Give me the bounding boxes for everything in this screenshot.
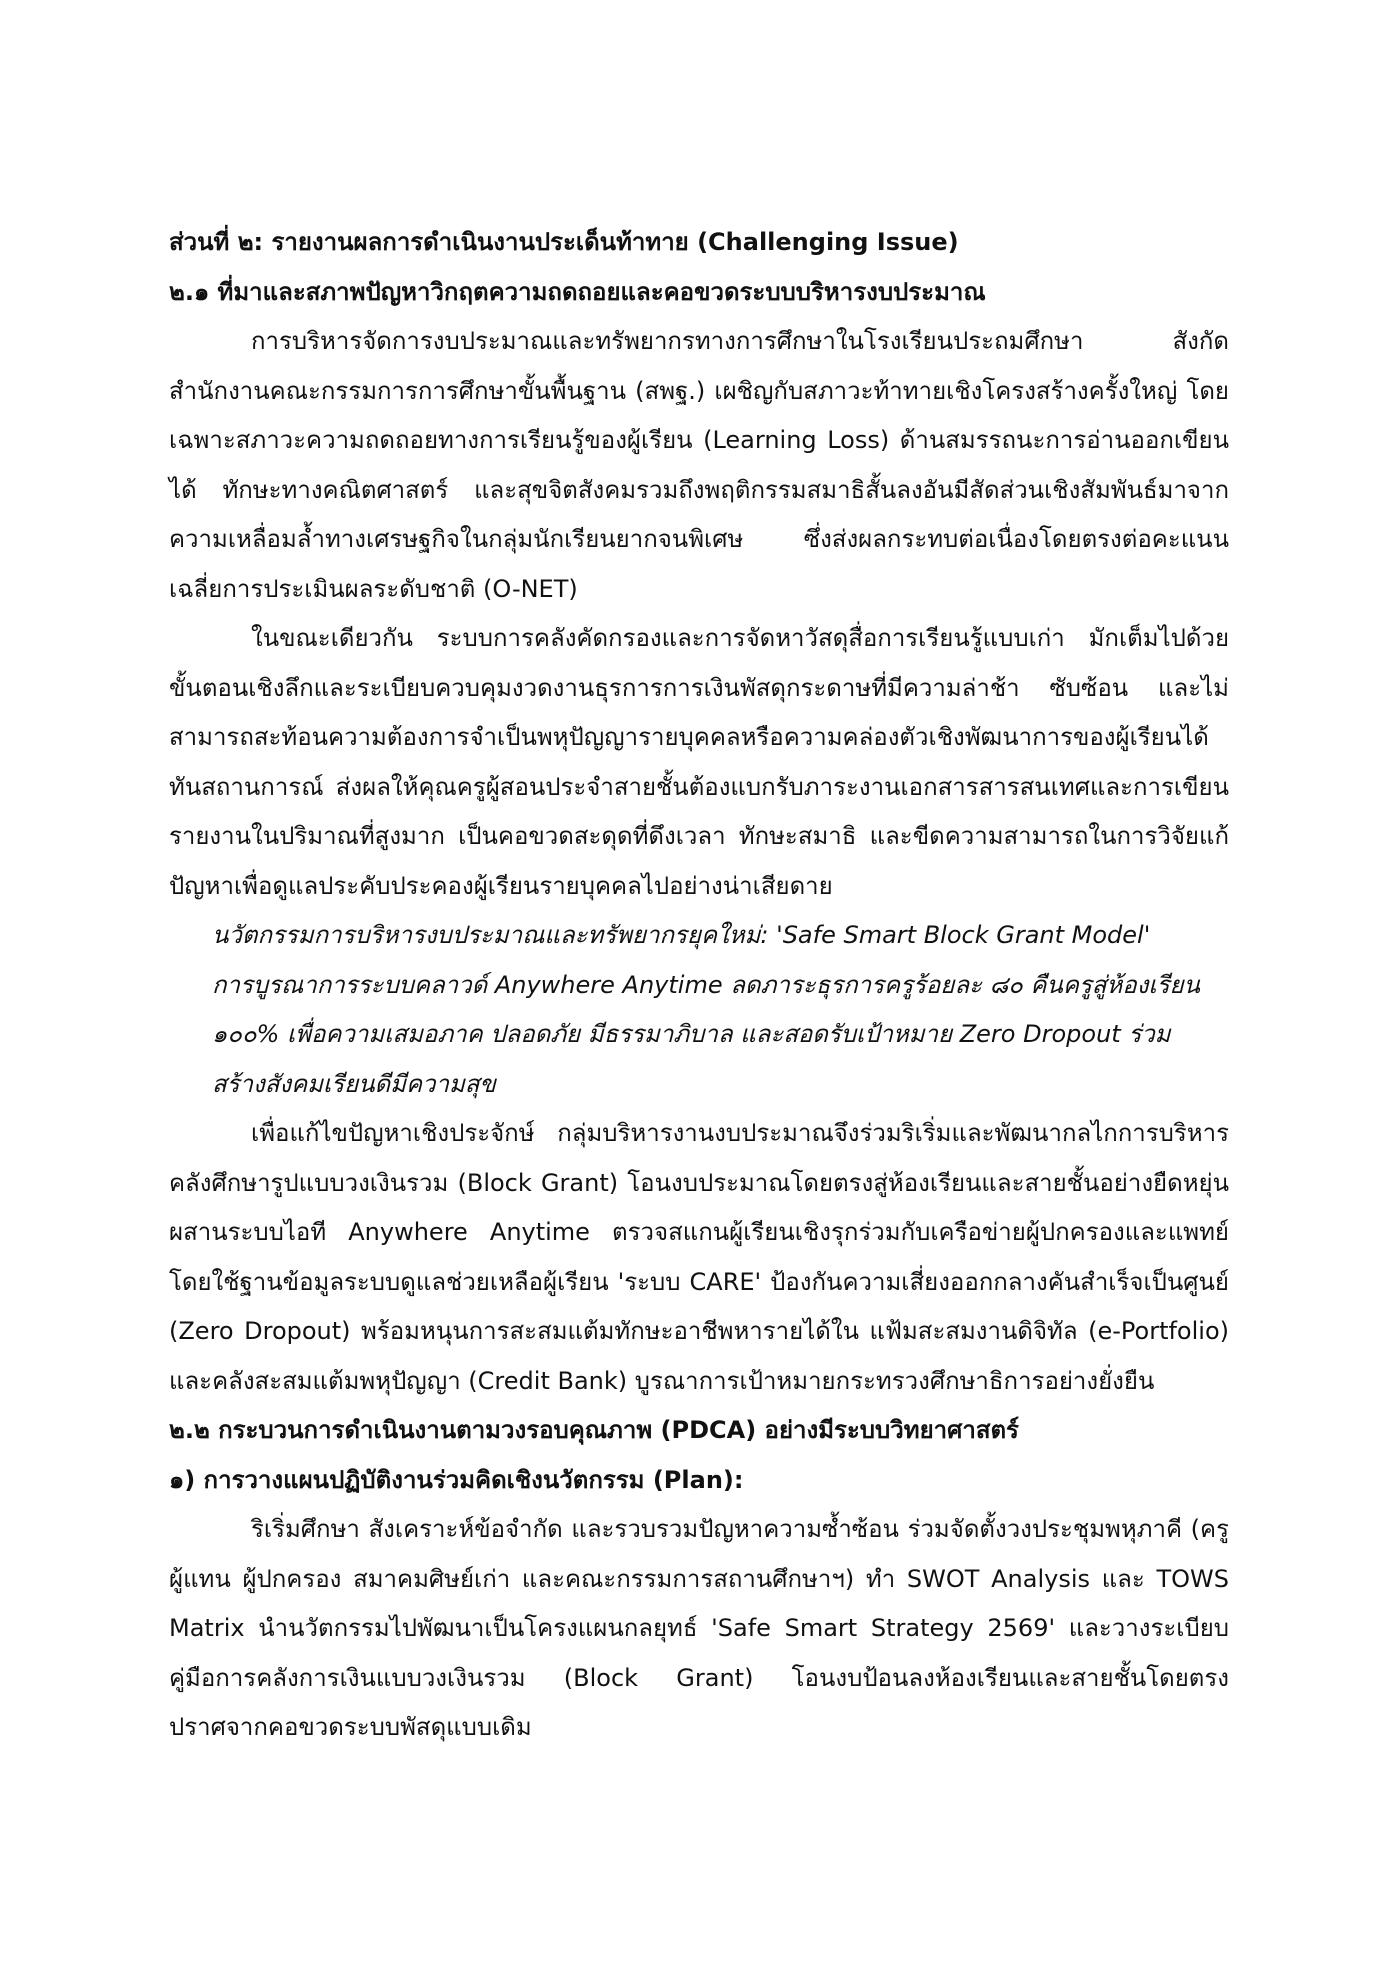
- section-2-1-heading: ๒.๑ ที่มาและสภาพปัญหาวิกฤตความถดถอยและคอขวดระบบบริหารงบประมาณ: [169, 277, 986, 306]
- innovation-line: การบูรณาการระบบคลาวด์ Anywhere Anytime ลดภาระธุรการครูร้อยละ ๘๐ คืนครูสู่ห้องเรียน: [212, 970, 1200, 999]
- section-2-1-paragraph-1: การบริหารจัดการงบประมาณและทรัพยากรทางการศึกษาในโรงเรียนประถมศึกษา สังกัดสำนักงานคณะกรรมการการศึกษาขั้นพื้นฐาน (สพฐ.) เผชิญกับสภาวะท้าทายเชิงโครงสร้างครั้งใหญ่ โดยเฉพาะสภาวะความถดถอยทางการเรียนรู้ของผู้เรียน (Learning Loss) ด้านสมรรถนะการอ่านออกเขียนได้ ทักษะทางคณิตศาสตร์ และสุขจิตสังคมรวมถึงพฤติกรรมสมาธิสั้นลงอันมีสัดส่วนเชิงสัมพันธ์มาจากความเหลื่อมล้ำทางเศรษฐกิจในกลุ่มนักเรียนยากจนพิเศษ ซึ่งส่งผลกระทบต่อเนื่องโดยตรงต่อคะแนนเฉลี่ยการประเมินผลระดับชาติ (O-NET): [169, 327, 1229, 603]
- section-2-2-heading: ๒.๒ กระบวนการดำเนินงานตามวงรอบคุณภาพ (PDCA) อย่างมีระบบวิทยาศาสตร์: [169, 1416, 1019, 1444]
- plan-heading: ๑) การวางแผนปฏิบัติงานร่วมคิดเชิงนวัตกรรม (Plan):: [169, 1465, 744, 1494]
- plan-paragraph: ริเริ่มศึกษา สังเคราะห์ข้อจำกัด และรวบรวมปัญหาความซ้ำซ้อน ร่วมจัดตั้งวงประชุมพหุภาคี (ครูผู้แทน ผู้ปกครอง สมาคมศิษย์เก่า และคณะกรรมการสถานศึกษาฯ) ทำ SWOT Analysis และ TOWS Matrix นำนวัตกรรมไปพัฒนาเป็นโครงแผนกลยุทธ์ 'Safe Smart Strategy 2569' และวางระเบียบคู่มือการคลังการเงินแบบวงเงินรวม (Block Grant) โอนงบป้อนลงห้องเรียนและสายชั้นโดยตรง ปราศจากคอขวดระบบพัสดุแบบเดิม: [169, 1515, 1229, 1741]
- part-title: ส่วนที่ ๒: รายงานผลการดำเนินงานประเด็นท้าทาย (Challenging Issue): [169, 228, 959, 256]
- section-2-1-paragraph-2: ในขณะเดียวกัน ระบบการคลังคัดกรองและการจัดหาวัสดุสื่อการเรียนรู้แบบเก่า มักเต็มไปด้วยขั้นตอนเชิงลึกและระเบียบควบคุมงวดงานธุรการการเงินพัสดุกระดาษที่มีความล่าช้า ซับซ้อน และไม่สามารถสะท้อนความต้องการจำเป็นพหุปัญญารายบุคคลหรือความคล่องตัวเชิงพัฒนาการของผู้เรียนได้ทันสถานการณ์ ส่งผลให้คุณครูผู้สอนประจำสายชั้นต้องแบกรับภาระงานเอกสารสารสนเทศและการเขียนรายงานในปริมาณที่สูงมาก เป็นคอขวดสะดุดที่ดึงเวลา ทักษะสมาธิ และขีดความสามารถในการวิจัยแก้ปัญหาเพื่อดูแลประคับประคองผู้เรียนรายบุคคลไปอย่างน่าเสียดาย: [169, 624, 1229, 900]
- innovation-line: ๑๐๐% เพื่อความเสมอภาค ปลอดภัย มีธรรมาภิบาล และสอดรับเป้าหมาย Zero Dropout ร่วม: [212, 1020, 1171, 1048]
- innovation-statement: [169, 911, 1229, 1109]
- document-page: [169, 218, 1229, 1753]
- section-2-1-paragraph-3: เพื่อแก้ไขปัญหาเชิงประจักษ์ กลุ่มบริหารงานงบประมาณจึงร่วมริเริ่มและพัฒนากลไกการบริหารคลังศึกษารูปแบบวงเงินรวม (Block Grant) โอนงบประมาณโดยตรงสู่ห้องเรียนและสายชั้นอย่างยืดหยุ่น ผสานระบบไอที Anywhere Anytime ตรวจสแกนผู้เรียนเชิงรุกร่วมกับเครือข่ายผู้ปกครองและแพทย์ โดยใช้ฐานข้อมูลระบบดูแลช่วยเหลือผู้เรียน 'ระบบ CARE' ป้องกันความเสี่ยงออกกลางคันสำเร็จเป็นศูนย์ (Zero Dropout) พร้อมหนุนการสะสมแต้มทักษะอาชีพหารายได้ใน แฟ้มสะสมงานดิจิทัล (e-Portfolio) และคลังสะสมแต้มพหุปัญญา (Credit Bank) บูรณาการเป้าหมายกระทรวงศึกษาธิการอย่างยั่งยืน: [169, 1119, 1229, 1395]
- innovation-line: นวัตกรรมการบริหารงบประมาณและทรัพยากรยุคใหม่: 'Safe Smart Block Grant Model': [212, 921, 1151, 949]
- innovation-line: สร้างสังคมเรียนดีมีความสุข: [212, 1069, 496, 1098]
